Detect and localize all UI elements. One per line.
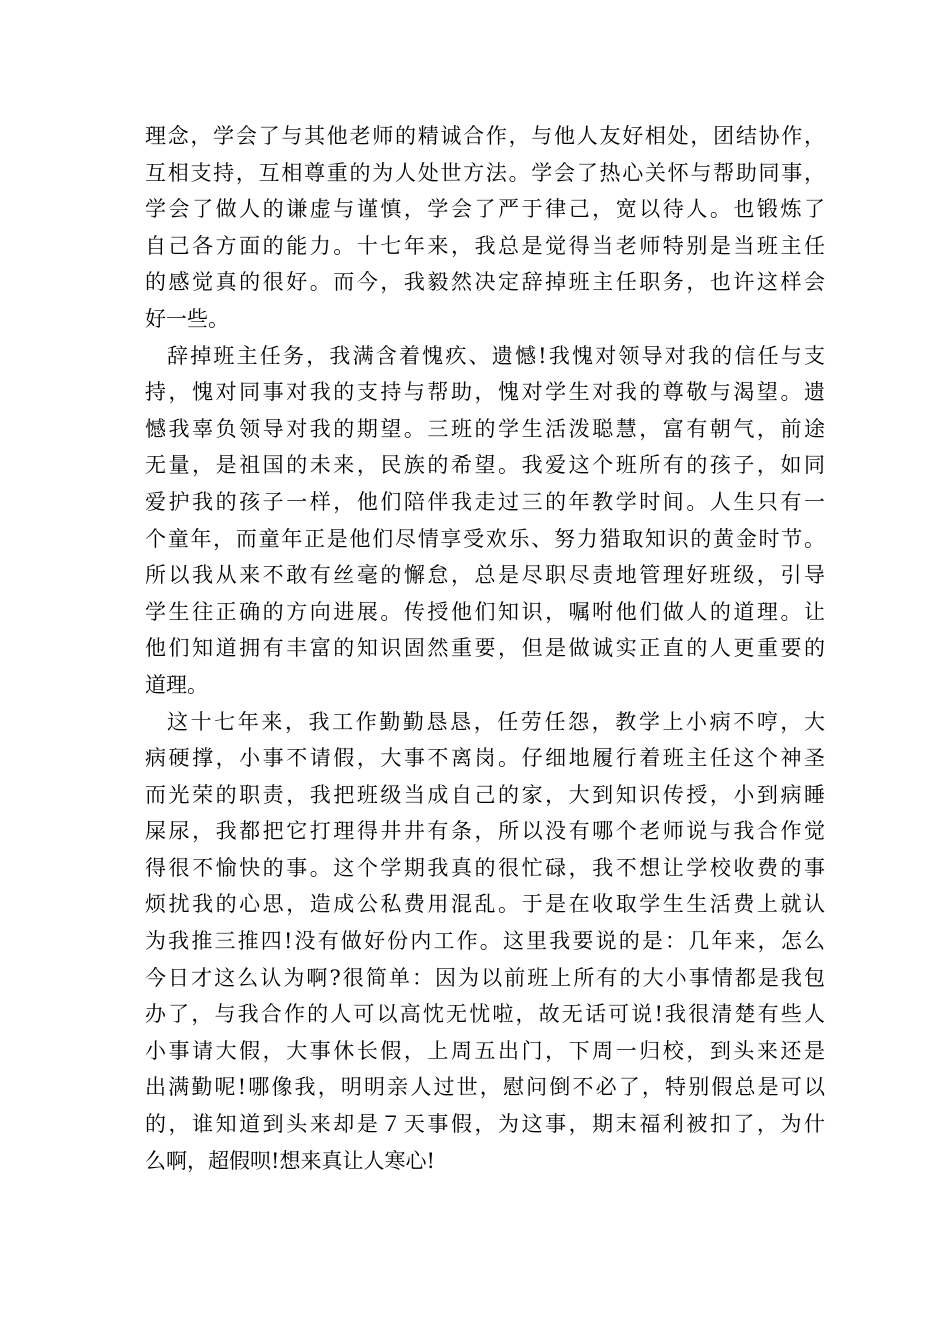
text-line: 个童年，而童年正是他们尽情享受欢乐、努力猎取知识的黄金时节。 — [145, 526, 825, 551]
text-line: 道理。 — [145, 672, 208, 697]
text-line: 学会了做人的谦虚与谨慎，学会了严于律己，宽以待人。也锻炼了 — [145, 197, 825, 222]
text-line: 病硬撑，小事不请假，大事不离岗。仔细地履行着班主任这个神圣 — [145, 746, 825, 771]
text-line: 自己各方面的能力。十七年来，我总是觉得当老师特别是当班主任 — [145, 233, 825, 258]
text-line: 互相支持，互相尊重的为人处世方法。学会了热心关怀与帮助同事， — [145, 160, 825, 185]
text-line: 学生往正确的方向进展。传授他们知识，嘱咐他们做人的道理。让 — [145, 599, 825, 624]
text-line: 么啊，超假呗!想来真让人寒心! — [145, 1148, 435, 1173]
text-line: 办了，与我合作的人可以高忱无忧啦，故无话可说!我很清楚有些人 — [145, 1002, 825, 1027]
text-line: 爱护我的孩子一样，他们陪伴我走过三的年教学时间。人生只有一 — [145, 489, 825, 514]
text-line: 这十七年来，我工作勤勤恳恳，任劳任怨，教学上小病不哼，大 — [167, 709, 825, 734]
text-line: 而光荣的职责，我把班级当成自己的家，大到知识传授，小到病睡 — [145, 782, 825, 807]
text-line: 的感觉真的很好。而今，我毅然决定辞掉班主任职务，也许这样会 — [145, 270, 825, 295]
text-line: 屎尿，我都把它打理得井井有条，所以没有哪个老师说与我合作觉 — [145, 819, 825, 844]
document-body — [145, 118, 825, 1179]
text-line: 的，谁知道到头来却是７天事假，为这事，期末福利被扣了，为什 — [145, 1112, 825, 1137]
text-line: 他们知道拥有丰富的知识固然重要，但是做诚实正直的人更重要的 — [145, 636, 825, 661]
text-line: 憾我辜负领导对我的期望。三班的学生活泼聪慧，富有朝气，前途 — [145, 416, 825, 441]
text-line: 理念，学会了与其他老师的精诚合作，与他人友好相处，团结协作， — [145, 124, 825, 148]
text-line: 小事请大假，大事休长假，上周五出门，下周一归校，到头来还是 — [145, 1038, 825, 1063]
text-line: 烦扰我的心思，造成公私费用混乱。于是在收取学生生活费上就认 — [145, 892, 825, 917]
text-line: 出满勤呢!哪像我，明明亲人过世，慰问倒不必了，特别假总是可以 — [145, 1075, 825, 1100]
text-line: 好一些。 — [145, 306, 229, 331]
text-line: 为我推三推四!没有做好份内工作。这里我要说的是：几年来，怎么 — [145, 929, 825, 954]
text-line: 得很不愉快的事。这个学期我真的很忙碌，我不想让学校收费的事 — [145, 855, 825, 880]
text-line: 无量，是祖国的未来，民族的希望。我爱这个班所有的孩子，如同 — [145, 453, 825, 478]
text-line: 辞掉班主任务，我满含着愧疚、遗憾!我愧对领导对我的信任与支 — [167, 343, 825, 368]
text-line: 今日才这么认为啊?很简单：因为以前班上所有的大小事情都是我包 — [145, 965, 825, 990]
text-line: 持，愧对同事对我的支持与帮助，愧对学生对我的尊敬与渴望。遗 — [145, 380, 825, 405]
text-line: 所以我从来不敢有丝毫的懈怠，总是尽职尽责地管理好班级，引导 — [145, 563, 825, 588]
